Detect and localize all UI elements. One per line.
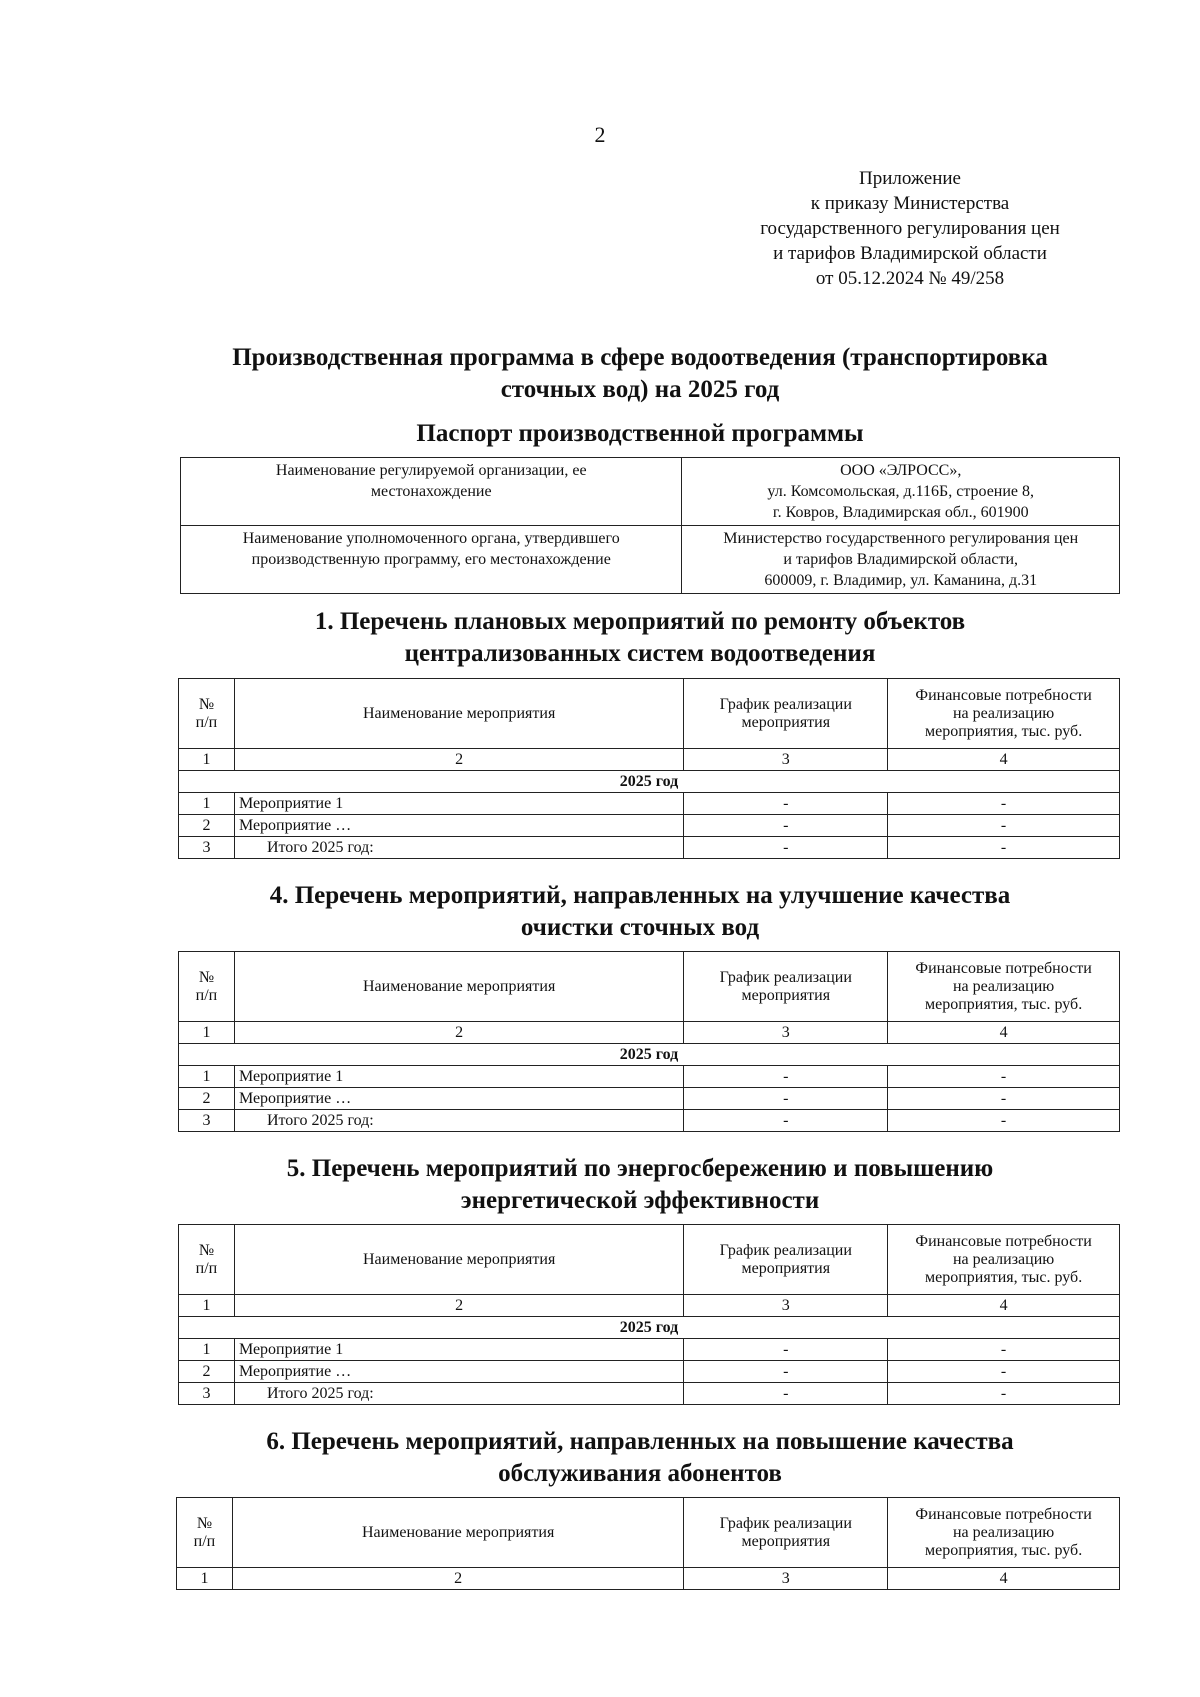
- col-number: 3: [684, 1295, 888, 1317]
- section-title-line: централизованных систем водоотведения: [404, 640, 876, 667]
- main-title-line: Производственная программа в сфере водоотведения (транспортировка: [232, 344, 1048, 371]
- text-line: мероприятия, тыс. руб.: [925, 1268, 1083, 1286]
- row-finance: -: [888, 1361, 1120, 1383]
- row-name: Мероприятие 1: [234, 1066, 683, 1088]
- header-num: [177, 1498, 233, 1568]
- header-name: Наименование мероприятия: [234, 679, 683, 749]
- header-schedule: [684, 1225, 888, 1295]
- col-number: 1: [177, 1568, 233, 1590]
- header-num: [179, 952, 235, 1022]
- row-name: Итого 2025 год:: [234, 1110, 683, 1132]
- col-number: 3: [684, 1022, 888, 1044]
- row-name: Мероприятие …: [234, 815, 683, 837]
- appendix-line: и тарифов Владимирской области: [773, 243, 1047, 264]
- col-number: 3: [684, 1568, 888, 1590]
- row-num: 2: [179, 815, 235, 837]
- table-header-row: [179, 679, 1120, 749]
- text-line: ул. Комсомольская, д.116Б, строение 8,: [767, 483, 1035, 500]
- row-name: Мероприятие 1: [234, 793, 683, 815]
- passport-title-text: Паспорт производственной программы: [416, 420, 864, 447]
- text-line: мероприятия, тыс. руб.: [925, 722, 1083, 740]
- row-finance: -: [888, 837, 1120, 859]
- section-title: [175, 880, 1105, 944]
- passport-value: [682, 526, 1120, 594]
- table-row: [179, 1066, 1120, 1088]
- header-schedule: [684, 1498, 888, 1568]
- year-label: 2025 год: [179, 771, 1120, 793]
- col-number: 4: [888, 1295, 1120, 1317]
- text-line: мероприятия, тыс. руб.: [925, 1541, 1083, 1559]
- text-line: График реализации: [719, 1241, 852, 1259]
- row-schedule: -: [684, 1339, 888, 1361]
- text-line: мероприятия: [741, 986, 831, 1004]
- text-line: на реализацию: [952, 1250, 1055, 1268]
- text-line: №: [198, 695, 215, 713]
- text-line: Финансовые потребности: [915, 1232, 1092, 1250]
- col-number: 4: [888, 749, 1120, 771]
- text-line: Наименование уполномоченного органа, утвердившего: [242, 530, 620, 547]
- table-row: [179, 1339, 1120, 1361]
- row-schedule: -: [684, 1066, 888, 1088]
- section-title-line: 4. Перечень мероприятий, направленных на улучшение качества: [269, 882, 1011, 909]
- header-schedule: [684, 679, 888, 749]
- row-finance: -: [888, 1383, 1120, 1405]
- text-line: Финансовые потребности: [915, 686, 1092, 704]
- col-number: 1: [179, 1022, 235, 1044]
- col-number: 2: [234, 1022, 683, 1044]
- row-num: 3: [179, 1110, 235, 1132]
- text-line: Наименование регулируемой организации, ее: [275, 462, 587, 479]
- section-title-line: 1. Перечень плановых мероприятий по ремонту объектов: [314, 608, 966, 635]
- text-line: п/п: [195, 713, 218, 731]
- table-header-row: [179, 952, 1120, 1022]
- column-number-row: [179, 1295, 1120, 1317]
- text-line: №: [198, 968, 215, 986]
- text-line: 600009, г. Владимир, ул. Каманина, д.31: [764, 572, 1038, 589]
- table-row-total: [179, 1110, 1120, 1132]
- text-line: ООО «ЭЛРОСС»,: [840, 462, 962, 479]
- text-line: График реализации: [719, 695, 852, 713]
- text-line: мероприятия, тыс. руб.: [925, 995, 1083, 1013]
- text-line: График реализации: [719, 968, 852, 986]
- col-number: 1: [179, 749, 235, 771]
- row-finance: -: [888, 1110, 1120, 1132]
- row-num: 1: [179, 1339, 235, 1361]
- appendix-line: государственного регулирования цен: [760, 218, 1060, 239]
- row-finance: -: [888, 815, 1120, 837]
- passport-row-organization: [181, 458, 1120, 526]
- appendix-line: Приложение: [859, 168, 961, 189]
- events-table-customer-service: [176, 1497, 1120, 1590]
- header-finance: [888, 952, 1120, 1022]
- text-line: №: [196, 1514, 213, 1532]
- section-title-line: очистки сточных вод: [520, 914, 760, 941]
- row-name: Итого 2025 год:: [234, 1383, 683, 1405]
- text-line: №: [198, 1241, 215, 1259]
- text-line: мероприятия: [741, 1532, 831, 1550]
- text-line: г. Ковров, Владимирская обл., 601900: [772, 504, 1029, 521]
- text-line: мероприятия: [741, 713, 831, 731]
- row-num: 1: [179, 793, 235, 815]
- row-schedule: -: [684, 1088, 888, 1110]
- header-finance: [888, 1498, 1120, 1568]
- header-num: [179, 679, 235, 749]
- year-row: [179, 1044, 1120, 1066]
- col-number: 1: [179, 1295, 235, 1317]
- col-number: 4: [888, 1568, 1120, 1590]
- events-table-treatment-quality: [178, 951, 1120, 1132]
- col-number: 3: [684, 749, 888, 771]
- year-row: [179, 771, 1120, 793]
- section-title-line: 6. Перечень мероприятий, направленных на повышение качества: [266, 1428, 1014, 1455]
- text-line: Финансовые потребности: [915, 959, 1092, 977]
- header-finance: [888, 1225, 1120, 1295]
- passport-title: [175, 418, 1105, 450]
- row-finance: -: [888, 1088, 1120, 1110]
- header-name: Наименование мероприятия: [234, 952, 683, 1022]
- passport-label: [181, 458, 682, 526]
- text-line: на реализацию: [952, 977, 1055, 995]
- passport-value: [682, 458, 1120, 526]
- text-line: на реализацию: [952, 704, 1055, 722]
- page-number: 2: [594, 122, 606, 147]
- text-line: мероприятия: [741, 1259, 831, 1277]
- row-schedule: -: [684, 793, 888, 815]
- col-number: 2: [234, 749, 683, 771]
- section-title: [175, 1426, 1105, 1490]
- row-num: 2: [179, 1361, 235, 1383]
- text-line: п/п: [195, 1259, 218, 1277]
- header-name: Наименование мероприятия: [234, 1225, 683, 1295]
- table-row: [179, 1361, 1120, 1383]
- row-schedule: -: [684, 1110, 888, 1132]
- section-title: [175, 606, 1105, 670]
- table-row: [179, 1088, 1120, 1110]
- text-line: Министерство государственного регулирования цен: [723, 530, 1079, 547]
- row-schedule: -: [684, 837, 888, 859]
- row-num: 3: [179, 1383, 235, 1405]
- passport-table: [180, 457, 1120, 594]
- section-title-line: 5. Перечень мероприятий по энергосбережению и повышению: [286, 1155, 994, 1182]
- text-line: местонахождение: [370, 483, 492, 500]
- row-name: Мероприятие …: [234, 1088, 683, 1110]
- col-number: 4: [888, 1022, 1120, 1044]
- appendix-block: [700, 166, 1120, 291]
- events-table-energy-saving: [178, 1224, 1120, 1405]
- table-row-total: [179, 837, 1120, 859]
- header-num: [179, 1225, 235, 1295]
- row-finance: -: [888, 1339, 1120, 1361]
- text-line: п/п: [195, 986, 218, 1004]
- row-finance: -: [888, 793, 1120, 815]
- row-num: 3: [179, 837, 235, 859]
- main-title-line: сточных вод) на 2025 год: [500, 376, 780, 403]
- row-num: 2: [179, 1088, 235, 1110]
- year-row: [179, 1317, 1120, 1339]
- row-schedule: -: [684, 815, 888, 837]
- year-label: 2025 год: [179, 1317, 1120, 1339]
- row-name: Итого 2025 год:: [234, 837, 683, 859]
- text-line: п/п: [193, 1532, 216, 1550]
- row-num: 1: [179, 1066, 235, 1088]
- passport-row-authority: [181, 526, 1120, 594]
- column-number-row: [177, 1568, 1120, 1590]
- column-number-row: [179, 749, 1120, 771]
- col-number: 2: [234, 1295, 683, 1317]
- header-schedule: [684, 952, 888, 1022]
- text-line: Финансовые потребности: [915, 1505, 1092, 1523]
- row-finance: -: [888, 1066, 1120, 1088]
- row-schedule: -: [684, 1383, 888, 1405]
- header-name: Наименование мероприятия: [232, 1498, 683, 1568]
- row-schedule: -: [684, 1361, 888, 1383]
- section-title-line: энергетической эффективности: [460, 1187, 820, 1214]
- section-title: [175, 1153, 1105, 1217]
- table-row: [179, 793, 1120, 815]
- table-row-total: [179, 1383, 1120, 1405]
- year-label: 2025 год: [179, 1044, 1120, 1066]
- text-line: производственную программу, его местонахождение: [251, 551, 611, 568]
- appendix-line: от 05.12.2024 № 49/258: [815, 268, 1005, 289]
- appendix-line: к приказу Министерства: [810, 193, 1010, 214]
- header-finance: [888, 679, 1120, 749]
- text-line: График реализации: [719, 1514, 852, 1532]
- events-table-repair: [178, 678, 1120, 859]
- main-title: [175, 342, 1105, 406]
- table-row: [179, 815, 1120, 837]
- passport-label: [181, 526, 682, 594]
- col-number: 2: [232, 1568, 683, 1590]
- table-header-row: [179, 1225, 1120, 1295]
- section-title-line: обслуживания абонентов: [498, 1460, 782, 1487]
- table-header-row: [177, 1498, 1120, 1568]
- row-name: Мероприятие 1: [234, 1339, 683, 1361]
- text-line: на реализацию: [952, 1523, 1055, 1541]
- row-name: Мероприятие …: [234, 1361, 683, 1383]
- text-line: и тарифов Владимирской области,: [783, 551, 1019, 568]
- column-number-row: [179, 1022, 1120, 1044]
